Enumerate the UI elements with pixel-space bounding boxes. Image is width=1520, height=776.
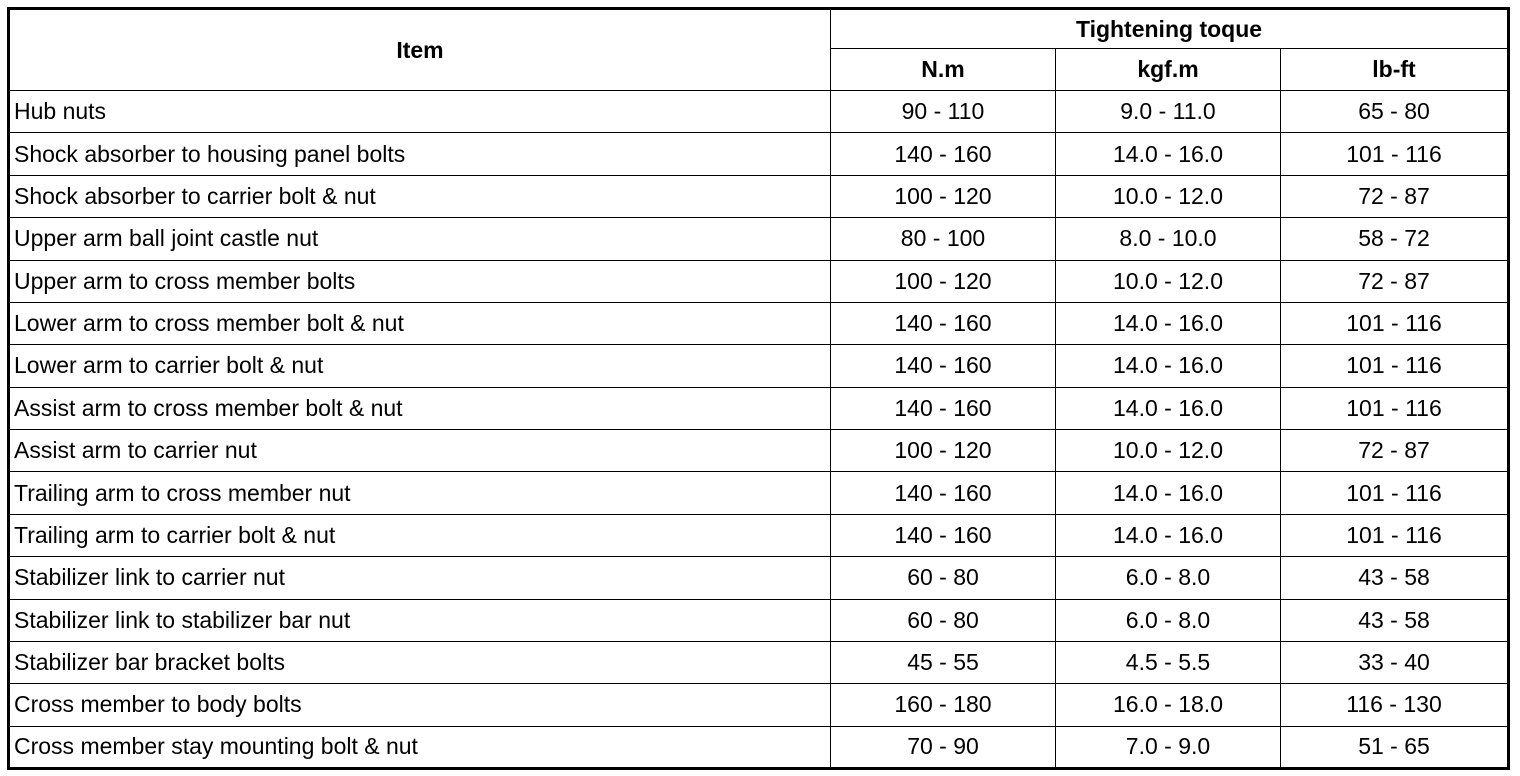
item-cell: Assist arm to cross member bolt & nut [9,387,831,429]
nm-cell: 140 - 160 [831,472,1056,514]
table-row [9,514,1509,556]
table-row [9,345,1509,387]
lbft-cell: 101 - 116 [1281,472,1509,514]
header-unit-kgfm: kgf.m [1056,49,1281,91]
table-row [9,726,1509,768]
kgfm-cell: 14.0 - 16.0 [1056,472,1281,514]
lbft-cell: 43 - 58 [1281,557,1509,599]
kgfm-cell: 10.0 - 12.0 [1056,175,1281,217]
item-cell: Upper arm to cross member bolts [9,260,831,302]
table-row [9,599,1509,641]
lbft-cell: 43 - 58 [1281,599,1509,641]
table-row [9,175,1509,217]
lbft-cell: 72 - 87 [1281,430,1509,472]
lbft-cell: 101 - 116 [1281,387,1509,429]
table-row [9,218,1509,260]
nm-cell: 100 - 120 [831,430,1056,472]
nm-cell: 140 - 160 [831,133,1056,175]
item-cell: Trailing arm to cross member nut [9,472,831,514]
kgfm-cell: 14.0 - 16.0 [1056,302,1281,344]
item-cell: Lower arm to carrier bolt & nut [9,345,831,387]
kgfm-cell: 10.0 - 12.0 [1056,430,1281,472]
kgfm-cell: 6.0 - 8.0 [1056,599,1281,641]
lbft-cell: 51 - 65 [1281,726,1509,768]
nm-cell: 100 - 120 [831,260,1056,302]
kgfm-cell: 14.0 - 16.0 [1056,514,1281,556]
kgfm-cell: 6.0 - 8.0 [1056,557,1281,599]
lbft-cell: 72 - 87 [1281,175,1509,217]
table-row [9,557,1509,599]
item-cell: Cross member to body bolts [9,684,831,726]
kgfm-cell: 10.0 - 12.0 [1056,260,1281,302]
item-cell: Lower arm to cross member bolt & nut [9,302,831,344]
item-cell: Stabilizer link to stabilizer bar nut [9,599,831,641]
item-cell: Assist arm to carrier nut [9,430,831,472]
nm-cell: 140 - 160 [831,345,1056,387]
nm-cell: 90 - 110 [831,91,1056,133]
table-row [9,91,1509,133]
header-item: Item [9,9,831,91]
item-cell: Stabilizer bar bracket bolts [9,641,831,683]
table-row [9,133,1509,175]
nm-cell: 70 - 90 [831,726,1056,768]
table-row [9,260,1509,302]
item-cell: Cross member stay mounting bolt & nut [9,726,831,768]
lbft-cell: 101 - 116 [1281,345,1509,387]
lbft-cell: 101 - 116 [1281,302,1509,344]
table-row [9,472,1509,514]
lbft-cell: 116 - 130 [1281,684,1509,726]
kgfm-cell: 8.0 - 10.0 [1056,218,1281,260]
lbft-cell: 33 - 40 [1281,641,1509,683]
kgfm-cell: 16.0 - 18.0 [1056,684,1281,726]
header-unit-lbft: lb-ft [1281,49,1509,91]
nm-cell: 45 - 55 [831,641,1056,683]
lbft-cell: 58 - 72 [1281,218,1509,260]
kgfm-cell: 7.0 - 9.0 [1056,726,1281,768]
header-tightening-torque: Tightening toque [831,9,1509,49]
table-body [9,91,1509,769]
table-row [9,641,1509,683]
table-row [9,684,1509,726]
table-row [9,302,1509,344]
header-unit-nm: N.m [831,49,1056,91]
torque-spec-table [7,7,1510,770]
kgfm-cell: 4.5 - 5.5 [1056,641,1281,683]
lbft-cell: 101 - 116 [1281,514,1509,556]
table-header [9,9,1509,91]
item-cell: Shock absorber to carrier bolt & nut [9,175,831,217]
item-cell: Shock absorber to housing panel bolts [9,133,831,175]
nm-cell: 140 - 160 [831,302,1056,344]
lbft-cell: 65 - 80 [1281,91,1509,133]
kgfm-cell: 9.0 - 11.0 [1056,91,1281,133]
nm-cell: 140 - 160 [831,387,1056,429]
item-cell: Hub nuts [9,91,831,133]
lbft-cell: 101 - 116 [1281,133,1509,175]
nm-cell: 140 - 160 [831,514,1056,556]
nm-cell: 100 - 120 [831,175,1056,217]
nm-cell: 60 - 80 [831,557,1056,599]
kgfm-cell: 14.0 - 16.0 [1056,387,1281,429]
header-row-group [9,9,1509,49]
kgfm-cell: 14.0 - 16.0 [1056,133,1281,175]
nm-cell: 160 - 180 [831,684,1056,726]
table-row [9,387,1509,429]
item-cell: Upper arm ball joint castle nut [9,218,831,260]
table-row [9,430,1509,472]
item-cell: Stabilizer link to carrier nut [9,557,831,599]
kgfm-cell: 14.0 - 16.0 [1056,345,1281,387]
nm-cell: 60 - 80 [831,599,1056,641]
nm-cell: 80 - 100 [831,218,1056,260]
lbft-cell: 72 - 87 [1281,260,1509,302]
item-cell: Trailing arm to carrier bolt & nut [9,514,831,556]
